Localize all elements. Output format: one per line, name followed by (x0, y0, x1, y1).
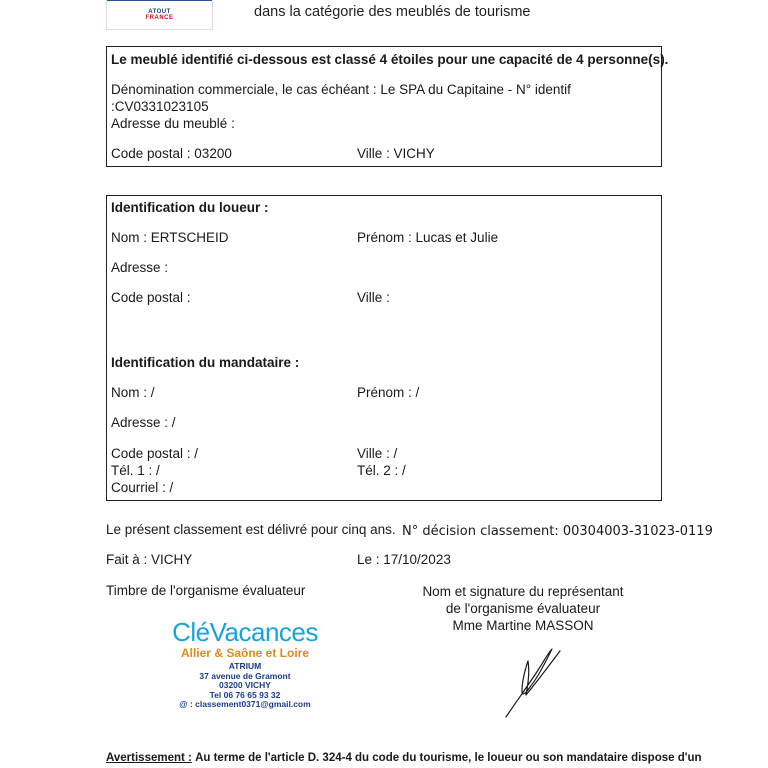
mandataire-nom: Nom : / (111, 385, 155, 400)
meuble-adresse: Adresse du meublé : (111, 116, 235, 131)
mandataire-prenom: Prénom : / (357, 385, 420, 400)
warning-text (106, 751, 706, 765)
loueur-nom: Nom : ERTSCHEID (111, 230, 229, 245)
timbre-label: Timbre de l'organisme évaluateur (106, 583, 306, 598)
header-subtitle: dans la catégorie des meublés de tourisme (254, 4, 531, 20)
mandataire-tel1: Tél. 1 : / (111, 463, 160, 478)
stamp-brand: CléVacances (172, 617, 318, 647)
mandataire-tel2: Tél. 2 : / (357, 463, 406, 478)
loueur-ville: Ville : (357, 290, 390, 305)
loueur-prenom: Prénom : Lucas et Julie (357, 230, 499, 245)
mandataire-adresse: Adresse : / (111, 415, 176, 430)
loueur-adresse: Adresse : (111, 260, 169, 275)
stamp-email: @ : classement0371@gmail.com (179, 699, 311, 709)
logo-text-france: FRANCE (145, 15, 174, 21)
denomination-line1: Dénomination commerciale, le cas échéant : Le SPA du Capitaine - N° identif (111, 82, 571, 97)
mandataire-ville: Ville : / (357, 446, 398, 461)
validite-statement: Le présent classement est délivré pour cinq ans. (106, 522, 396, 537)
mandataire-code-postal: Code postal : / (111, 446, 199, 461)
date: Le : 17/10/2023 (357, 552, 451, 567)
loueur-code-postal: Code postal : (111, 290, 191, 305)
warning-label: Avertissement : (106, 752, 192, 764)
decision-number: N° décision classement: 00304003-31023-0119 (402, 524, 713, 539)
stamp-region: Allier & Saône et Loire (180, 646, 310, 660)
signature-block (405, 583, 641, 634)
mandataire-courriel: Courriel : / (111, 480, 174, 495)
logo-band (107, 0, 212, 1)
classement-statement: Le meublé identifié ci-dessous est classé 4 étoiles pour une capacité de 4 personne(s). (111, 52, 669, 67)
meuble-code-postal: Code postal : 03200 (111, 146, 232, 161)
handwritten-signature (500, 643, 570, 723)
mandataire-title: Identification du mandataire : (111, 355, 300, 370)
stamp-addr2: 37 avenue de Gramont (199, 670, 291, 681)
signature-line1: Nom et signature du représentant (422, 584, 624, 599)
signature-line2: de l'organisme évaluateur (445, 601, 601, 616)
meuble-ville: Ville : VICHY (357, 146, 435, 161)
denomination-line2: :CV0331023105 (111, 99, 209, 114)
stamp-phone: Tel 06 76 65 93 32 (209, 689, 281, 700)
clevacances-stamp (160, 618, 330, 710)
stamp-addr1: ATRIUM (228, 661, 262, 671)
logo-text-atout: ATOUT (148, 9, 171, 15)
loueur-title: Identification du loueur : (111, 200, 269, 215)
warning-body: Au terme de l'article D. 324-4 du code du tourisme, le loueur ou son mandataire dispose d'un (195, 752, 702, 764)
atout-france-logo (106, 0, 213, 30)
signature-name: Mme Martine MASSON (452, 618, 594, 633)
stamp-addr3: 03200 VICHY (219, 680, 271, 690)
fait-a: Fait à : VICHY (106, 552, 193, 567)
